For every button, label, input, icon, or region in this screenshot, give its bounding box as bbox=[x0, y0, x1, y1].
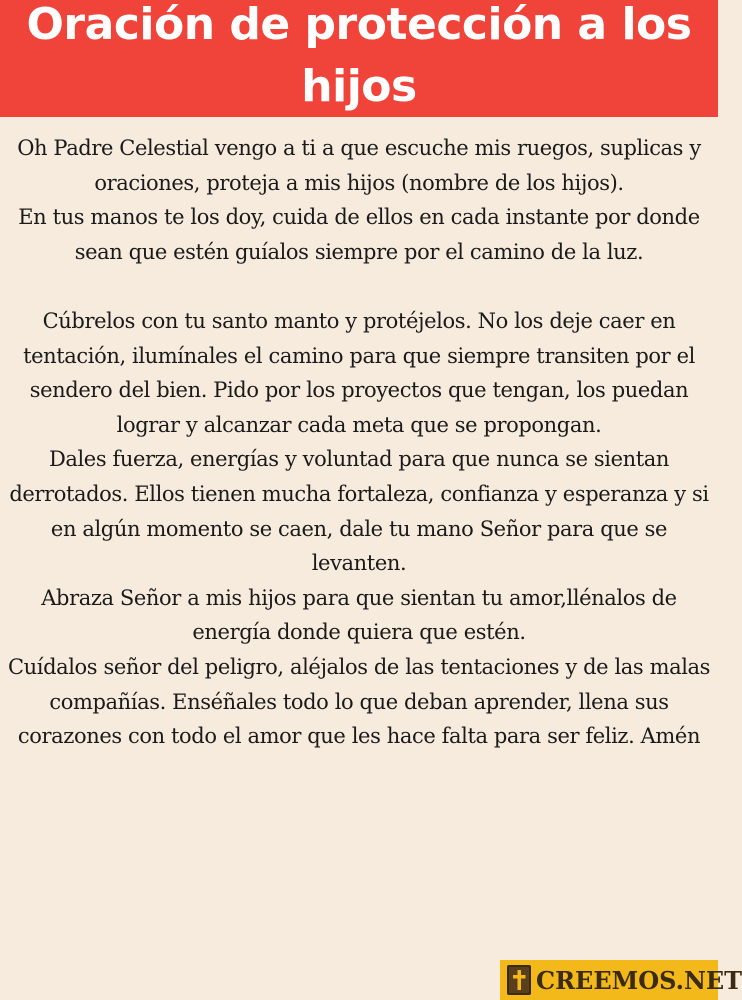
logo-text: CREEMOS.NET bbox=[536, 965, 742, 995]
prayer-paragraph: Cúbrelos con tu santo manto y protéjelos. No los deje caer en tentación, ilumínales el camino para que siempre transiten por el sendero del bien. Pido por los proyectos que tengan, los puedan lograr y alcanzar cada meta que se propongan. bbox=[23, 308, 695, 437]
prayer-paragraph: Dales fuerza, energías y voluntad para que nunca se sientan derrotados. Ellos tienen mucha fortaleza, confianza y esperanza y si en algún momento se caen, dale tu mano Señor para que se levanten. bbox=[9, 447, 709, 576]
prayer-text bbox=[6, 131, 712, 754]
paragraph-spacer bbox=[6, 269, 712, 304]
bible-cross-icon bbox=[506, 964, 532, 996]
site-logo bbox=[500, 960, 742, 1000]
prayer-paragraph: Cuídalos señor del peligro, aléjalos de las tentaciones y de las malas compañías. Enséñales todo lo que deban aprender, llena sus corazones con todo el amor que les hace falta para ser feliz. Amén bbox=[7, 654, 711, 749]
page-title: Oración de protección a los hijos bbox=[26, 0, 692, 112]
title-banner bbox=[0, 0, 718, 117]
prayer-paragraph: En tus manos te los doy, cuida de ellos en cada instante por donde sean que estén guíalos siempre por el camino de la luz. bbox=[18, 205, 700, 264]
prayer-paragraph: Abraza Señor a mis hijos para que sientan tu amor,llénalos de energía donde quiera que estén. bbox=[41, 585, 677, 645]
prayer-paragraph: Oh Padre Celestial vengo a ti a que escuche mis ruegos, suplicas y oraciones, proteja a mis hijos (nombre de los hijos). bbox=[17, 136, 701, 195]
